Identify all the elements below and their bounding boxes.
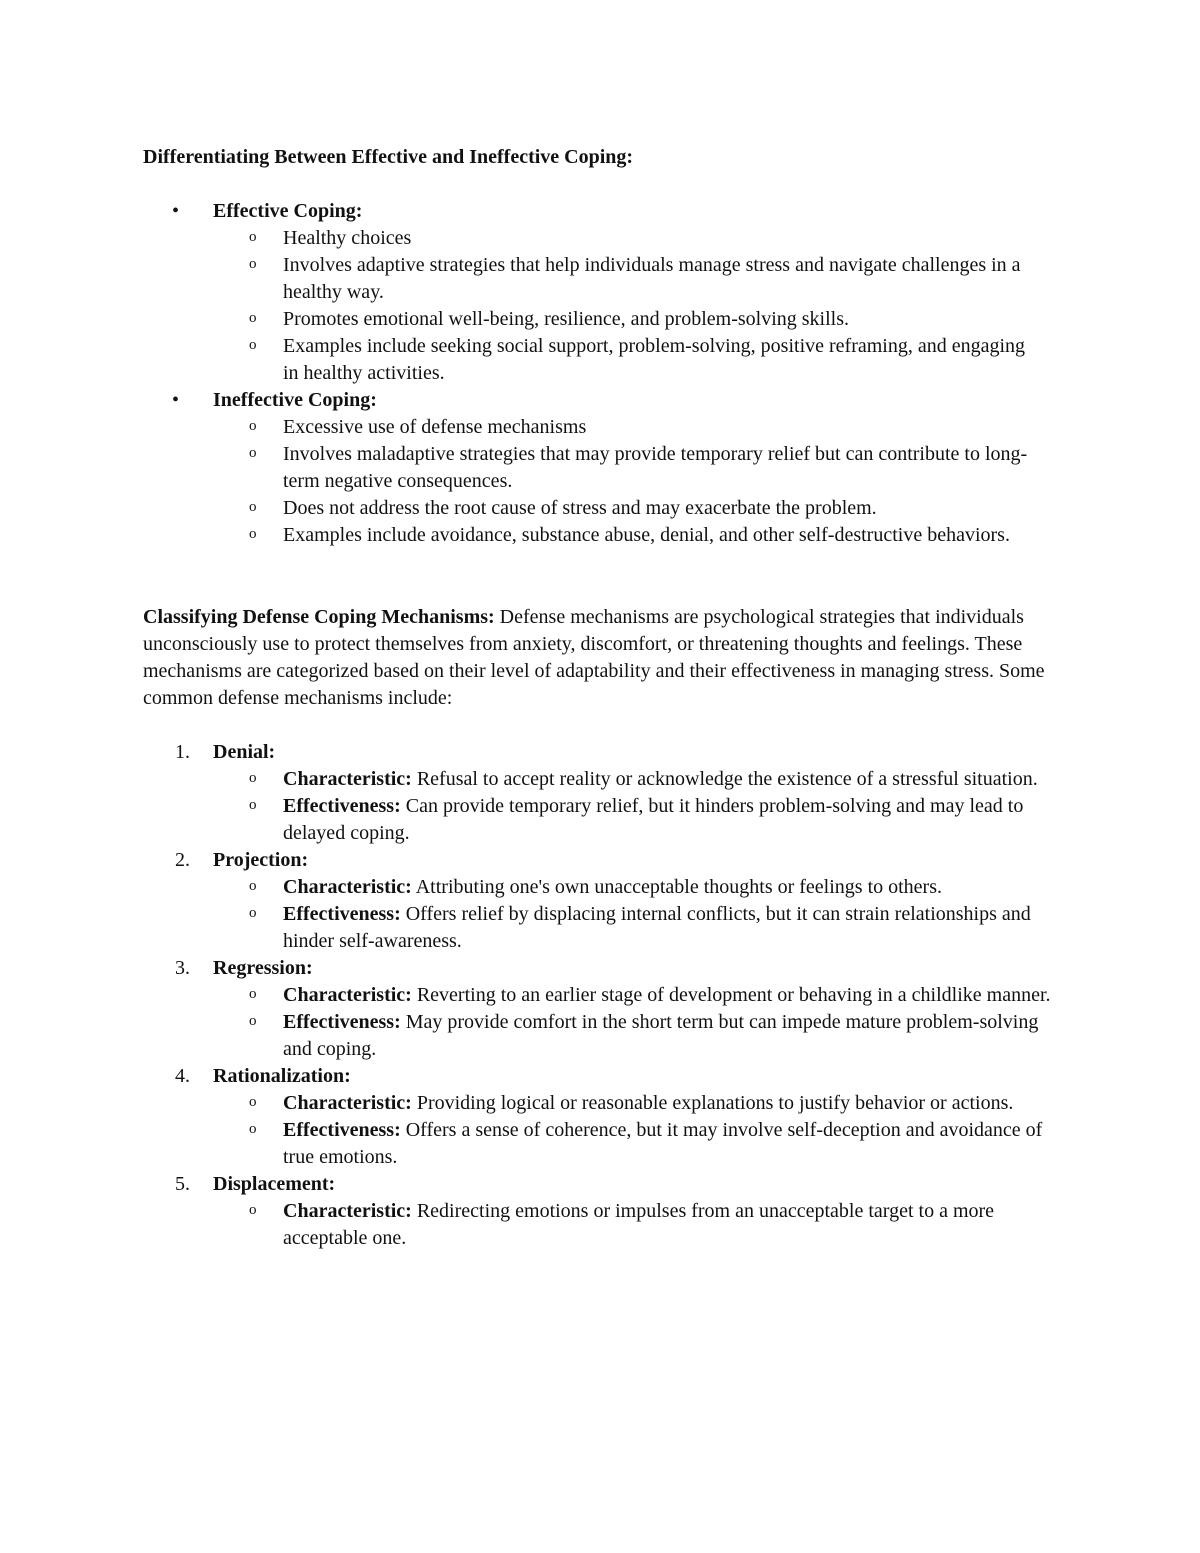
list-item (213, 495, 1043, 522)
list-item-text: Reverting to an earlier stage of development or behaving in a childlike manner. (416, 984, 1051, 1006)
list-item (213, 333, 1043, 387)
list-item-text: Promotes emotional well-being, resilience, and problem-solving skills. (283, 308, 850, 330)
characteristic-label: Characteristic: (283, 876, 412, 898)
list-item-text: Examples include avoidance, substance abuse, denial, and other self-destructive behaviors. (283, 524, 1010, 546)
mechanism-name: Rationalization: (213, 1065, 351, 1087)
sub-bullet-icon: o (249, 1121, 257, 1137)
list-item-text: Refusal to accept reality or acknowledge the existence of a stressful situation. (416, 768, 1038, 790)
list-item-text: Involves maladaptive strategies that may provide temporary relief but can contribute to long-term negative consequences. (283, 443, 1028, 492)
list-item (143, 1063, 1053, 1171)
list-item (213, 982, 1053, 1009)
list-item-text: Redirecting emotions or impulses from an unacceptable target to a more acceptable one. (283, 1200, 995, 1249)
list-item-text: Offers a sense of coherence, but it may involve self-deception and avoidance of true emotions. (283, 1119, 1043, 1168)
defense-mechanisms-paragraph (143, 604, 1058, 712)
sub-list (213, 414, 1043, 549)
list-item-text: Providing logical or reasonable explanations to justify behavior or actions. (416, 1092, 1014, 1114)
list-item (213, 901, 1053, 955)
sub-bullet-icon: o (249, 1094, 257, 1110)
effectiveness-label: Effectiveness: (283, 1119, 401, 1141)
list-item (143, 198, 1043, 387)
effectiveness-label: Effectiveness: (283, 1011, 401, 1033)
list-item-text: Attributing one's own unacceptable thoughts or feelings to others. (415, 876, 943, 898)
list-item (213, 306, 1043, 333)
mechanism-name: Displacement: (213, 1173, 336, 1195)
defense-mechanism-list (143, 739, 1053, 1252)
list-item (213, 522, 1043, 549)
section-title-defense: Classifying Defense Coping Mechanisms: (143, 606, 495, 628)
sub-bullet-icon: o (249, 229, 257, 245)
list-item (213, 1090, 1053, 1117)
list-item-text: Can provide temporary relief, but it hinders problem-solving and may lead to delayed coping. (283, 795, 1024, 844)
sub-bullet-icon: o (249, 526, 257, 542)
sub-bullet-icon: o (249, 1013, 257, 1029)
sub-bullet-icon: o (249, 445, 257, 461)
sub-list (213, 874, 1053, 955)
characteristic-label: Characteristic: (283, 1200, 412, 1222)
coping-type-label: Effective Coping: (213, 200, 363, 222)
list-item (213, 414, 1043, 441)
sub-bullet-icon: o (249, 797, 257, 813)
sub-list (213, 225, 1043, 387)
bullet-icon: • (172, 200, 180, 222)
list-item (143, 739, 1053, 847)
sub-bullet-icon: o (249, 770, 257, 786)
list-item-text: Healthy choices (283, 227, 412, 249)
sub-list (213, 1090, 1053, 1171)
mechanism-name: Projection: (213, 849, 309, 871)
coping-type-label: Ineffective Coping: (213, 389, 377, 411)
list-item (213, 441, 1043, 495)
list-number: 2. (175, 849, 190, 871)
sub-bullet-icon: o (249, 1202, 257, 1218)
list-item (213, 874, 1053, 901)
sub-bullet-icon: o (249, 878, 257, 894)
list-item (213, 1117, 1053, 1171)
sub-list (213, 766, 1053, 847)
sub-bullet-icon: o (249, 986, 257, 1002)
sub-list (213, 982, 1053, 1063)
mechanism-name: Regression: (213, 957, 313, 979)
characteristic-label: Characteristic: (283, 768, 412, 790)
mechanism-name: Denial: (213, 741, 276, 763)
list-item (213, 1198, 1053, 1252)
list-item-text: Involves adaptive strategies that help individuals manage stress and navigate challenges in a healthy way. (283, 254, 1021, 303)
list-item (213, 252, 1043, 306)
list-item-text: May provide comfort in the short term but can impede mature problem-solving and coping. (283, 1011, 1039, 1060)
list-item (143, 955, 1053, 1063)
effectiveness-label: Effectiveness: (283, 903, 401, 925)
list-number: 3. (175, 957, 190, 979)
list-number: 5. (175, 1173, 190, 1195)
characteristic-label: Characteristic: (283, 1092, 412, 1114)
list-item (143, 387, 1043, 549)
sub-bullet-icon: o (249, 905, 257, 921)
sub-list (213, 1198, 1053, 1252)
list-number: 1. (175, 741, 190, 763)
list-item (213, 225, 1043, 252)
paragraph-text: Defense mechanisms are psychological strategies that individuals unconsciously use to protect themselves from anxiety, discomfort, or threatening thoughts and feelings. These mechanisms are categorized based on their level of adaptability and their effectiveness in managing stress. Some common defense mechanisms include: (143, 606, 1045, 709)
list-item (143, 847, 1053, 955)
list-item (213, 1009, 1053, 1063)
section-title-coping: Differentiating Between Effective and Ineffective Coping: (143, 146, 634, 168)
list-item (213, 766, 1053, 793)
bullet-icon: • (172, 389, 180, 411)
sub-bullet-icon: o (249, 256, 257, 272)
list-item (143, 1171, 1053, 1252)
sub-bullet-icon: o (249, 499, 257, 515)
sub-bullet-icon: o (249, 310, 257, 326)
effectiveness-label: Effectiveness: (283, 795, 401, 817)
list-item-text: Does not address the root cause of stress and may exacerbate the problem. (283, 497, 877, 519)
list-item-text: Excessive use of defense mechanisms (283, 416, 587, 438)
sub-bullet-icon: o (249, 337, 257, 353)
sub-bullet-icon: o (249, 418, 257, 434)
list-item-text: Offers relief by displacing internal conflicts, but it can strain relationships and hinder self-awareness. (283, 903, 1031, 952)
coping-type-list (143, 198, 1043, 549)
list-item (213, 793, 1053, 847)
characteristic-label: Characteristic: (283, 984, 412, 1006)
list-number: 4. (175, 1065, 190, 1087)
list-item-text: Examples include seeking social support, problem-solving, positive reframing, and engaging in healthy activities. (283, 335, 1026, 384)
